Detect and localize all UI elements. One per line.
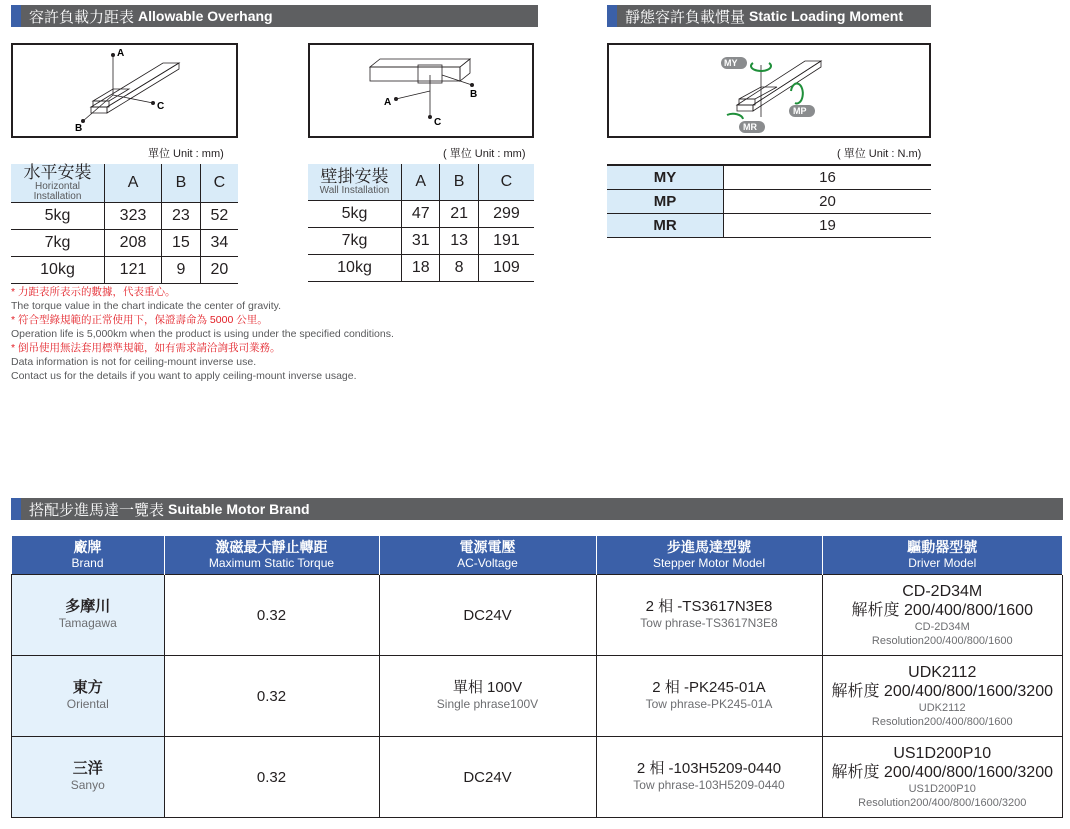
moment-key: MY xyxy=(607,165,724,190)
note-line: * 符合型錄規範的正常使用下，保證壽命為 5000 公里。 xyxy=(11,314,268,326)
value-c: 109 xyxy=(493,259,520,276)
driver-resolution: 解析度 200/400/800/1600 xyxy=(851,602,1033,619)
note-line: Operation life is 5,000km when the product is using under the specified conditions. xyxy=(11,328,394,340)
value-b: 23 xyxy=(162,203,201,230)
table-row xyxy=(11,203,238,230)
value-c: 20 xyxy=(210,261,229,278)
overhang-title-en: Allowable Overhang xyxy=(138,8,273,24)
wall-install-table xyxy=(308,164,534,282)
voltage-cell xyxy=(379,737,596,818)
brand-zh: 多摩川 xyxy=(65,598,111,615)
header-en: Driver Model xyxy=(908,556,977,570)
col-a: A xyxy=(105,164,162,203)
diagram-label-c: C xyxy=(434,117,442,128)
col-c: C xyxy=(478,164,534,201)
title-accent-bar xyxy=(11,5,21,27)
motor-section-title xyxy=(11,498,1063,520)
heading-zh: 水平安裝 xyxy=(23,163,92,182)
brand-cell xyxy=(12,737,165,818)
diagram-label-mr: MR xyxy=(743,122,757,132)
col-b: B xyxy=(162,164,201,203)
table-row xyxy=(12,656,1063,737)
value-b: 21 xyxy=(440,201,478,228)
note-line: * 倒吊使用無法套用標準規範，如有需求請洽詢我司業務。 xyxy=(11,342,281,354)
col-a: A xyxy=(402,164,440,201)
table-row xyxy=(308,255,534,282)
header-brand xyxy=(12,536,165,575)
table-row xyxy=(12,575,1063,656)
driver-model-cell xyxy=(822,737,1063,818)
table-row xyxy=(607,214,931,238)
moment-title-zh: 靜態容許負載慣量 xyxy=(625,8,746,26)
load-cell: 10kg xyxy=(11,257,105,284)
value-b: 8 xyxy=(440,255,478,282)
horizontal-install-heading xyxy=(11,164,105,203)
torque-cell: 0.32 xyxy=(164,737,379,818)
table-row xyxy=(308,201,534,228)
header-zh: 廠牌 xyxy=(73,539,102,555)
driver-resolution: 解析度 200/400/800/1600/3200 xyxy=(831,683,1053,700)
moment-key: MP xyxy=(607,190,724,214)
driver-model-sub: UDK2112 xyxy=(918,702,966,714)
voltage-sub: Single phrase100V xyxy=(436,697,539,711)
table-header-row xyxy=(12,536,1063,575)
header-zh: 驅動器型號 xyxy=(907,539,978,555)
value-c: 299 xyxy=(493,205,520,222)
driver-model-cell xyxy=(822,575,1063,656)
diagram-label-b: B xyxy=(75,123,83,134)
horizontal-rail-drawing xyxy=(13,45,236,136)
brand-zh: 東方 xyxy=(72,679,103,696)
header-torque xyxy=(164,536,379,575)
voltage-cell xyxy=(379,656,596,737)
moment-rail-drawing xyxy=(609,45,929,136)
heading-en: Horizontal Installation xyxy=(33,181,82,202)
moment-section-title xyxy=(607,5,931,27)
table-row xyxy=(11,230,238,257)
moment-value: 16 xyxy=(724,165,932,190)
heading-zh: 壁掛安裝 xyxy=(320,167,389,186)
wall-unit-label: ( 單位 Unit : mm) xyxy=(443,148,526,160)
moment-unit-label: ( 單位 Unit : N.m) xyxy=(837,148,922,160)
value-c: 191 xyxy=(493,232,520,249)
brand-en: Tamagawa xyxy=(58,616,117,630)
table-row xyxy=(607,165,931,190)
horizontal-install-diagram xyxy=(11,43,238,138)
value-a: 18 xyxy=(402,255,440,282)
header-voltage xyxy=(379,536,596,575)
moment-value: 20 xyxy=(724,190,932,214)
motor-model-cell xyxy=(596,575,822,656)
motor-model-cell xyxy=(596,656,822,737)
motor-title-zh: 搭配步進馬達一覽表 xyxy=(29,501,165,519)
note-line: The torque value in the chart indicate the center of gravity. xyxy=(11,300,282,312)
moment-title-en: Static Loading Moment xyxy=(749,8,904,24)
load-cell: 5kg xyxy=(308,201,402,228)
wall-install-heading xyxy=(308,164,402,201)
value-b: 9 xyxy=(162,257,201,284)
torque-cell: 0.32 xyxy=(164,656,379,737)
wall-rail-drawing xyxy=(310,45,532,136)
voltage-value: DC24V xyxy=(463,606,512,624)
value-b: 13 xyxy=(440,228,478,255)
value-a: 31 xyxy=(402,228,440,255)
diagram-label-b: B xyxy=(470,89,478,100)
title-accent-bar xyxy=(607,5,617,27)
driver-model-sub: US1D200P10 xyxy=(908,783,976,795)
value-a: 121 xyxy=(105,257,162,284)
header-zh: 步進馬達型號 xyxy=(667,539,751,555)
moment-table xyxy=(607,164,931,238)
moment-diagram xyxy=(607,43,931,138)
header-driver-model xyxy=(822,536,1063,575)
overhang-notes xyxy=(11,285,394,383)
diagram-label-a: A xyxy=(384,97,392,108)
table-row xyxy=(12,737,1063,818)
note-line: Data information is not for ceiling-mount inverse use. xyxy=(11,356,257,368)
header-en: AC-Voltage xyxy=(457,556,518,570)
table-header-row xyxy=(308,164,534,201)
voltage-value: DC24V xyxy=(463,768,512,786)
table-row xyxy=(11,257,238,284)
title-accent-bar xyxy=(11,498,21,520)
col-b: B xyxy=(440,164,478,201)
driver-model-cell xyxy=(822,656,1063,737)
table-header-row xyxy=(11,164,238,203)
horizontal-install-table xyxy=(11,164,238,284)
header-motor-model xyxy=(596,536,822,575)
driver-resolution-sub: Resolution200/400/800/1600 xyxy=(871,716,1013,728)
table-row xyxy=(607,190,931,214)
brand-zh: 三洋 xyxy=(72,760,103,777)
heading-en: Wall Installation xyxy=(319,185,390,196)
torque-cell: 0.32 xyxy=(164,575,379,656)
motor-model: 2 相 -103H5209-0440 xyxy=(636,760,782,777)
load-cell: 7kg xyxy=(308,228,402,255)
load-cell: 7kg xyxy=(11,230,105,257)
motor-model: 2 相 -TS3617N3E8 xyxy=(645,598,773,615)
header-en: Stepper Motor Model xyxy=(652,556,766,570)
driver-model: CD-2D34M xyxy=(902,583,983,600)
driver-resolution: 解析度 200/400/800/1600/3200 xyxy=(831,764,1053,781)
overhang-section-title xyxy=(11,5,538,27)
motor-model-sub: Tow phrase-PK245-01A xyxy=(645,697,773,711)
motor-model: 2 相 -PK245-01A xyxy=(652,679,766,696)
driver-resolution-sub: Resolution200/400/800/1600 xyxy=(871,635,1013,647)
driver-model-sub: CD-2D34M xyxy=(914,621,970,633)
diagram-label-c: C xyxy=(157,101,165,112)
note-line: * 力距表所表示的數據，代表重心。 xyxy=(11,286,176,298)
moment-value: 19 xyxy=(724,214,932,238)
header-en: Brand xyxy=(71,556,104,570)
wall-install-diagram xyxy=(308,43,534,138)
voltage-value: 單相 100V xyxy=(452,679,523,696)
brand-cell xyxy=(12,575,165,656)
driver-model: US1D200P10 xyxy=(893,745,992,762)
voltage-cell xyxy=(379,575,596,656)
value-a: 47 xyxy=(402,201,440,228)
load-cell: 10kg xyxy=(308,255,402,282)
value-a: 323 xyxy=(105,203,162,230)
brand-en: Sanyo xyxy=(70,778,105,792)
driver-model: UDK2112 xyxy=(908,664,977,681)
brand-en: Oriental xyxy=(66,697,109,711)
header-zh: 電源電壓 xyxy=(459,539,516,555)
value-a: 208 xyxy=(105,230,162,257)
table-row xyxy=(308,228,534,255)
driver-resolution-sub: Resolution200/400/800/1600/3200 xyxy=(858,797,1027,809)
moment-key: MR xyxy=(607,214,724,238)
value-b: 15 xyxy=(162,230,201,257)
load-cell: 5kg xyxy=(11,203,105,230)
header-zh: 激磁最大靜止轉距 xyxy=(215,539,328,555)
motor-model-sub: Tow phrase-103H5209-0440 xyxy=(633,778,785,792)
overhang-title-zh: 容許負載力距表 xyxy=(29,8,135,26)
horizontal-unit-label: 單位 Unit : mm) xyxy=(148,148,224,160)
value-c: 34 xyxy=(210,234,229,251)
header-en: Maximum Static Torque xyxy=(208,556,335,570)
diagram-label-mp: MP xyxy=(793,106,807,116)
motor-model-sub: Tow phrase-TS3617N3E8 xyxy=(640,616,778,630)
value-c: 52 xyxy=(210,207,229,224)
motor-title-en: Suitable Motor Brand xyxy=(168,501,310,517)
diagram-label-my: MY xyxy=(724,58,738,68)
diagram-label-a: A xyxy=(117,48,125,59)
motor-model-cell xyxy=(596,737,822,818)
note-line: Contact us for the details if you want to apply ceiling-mount inverse usage. xyxy=(11,370,357,382)
col-c: C xyxy=(200,164,238,203)
motor-brand-table xyxy=(11,536,1063,818)
brand-cell xyxy=(12,656,165,737)
